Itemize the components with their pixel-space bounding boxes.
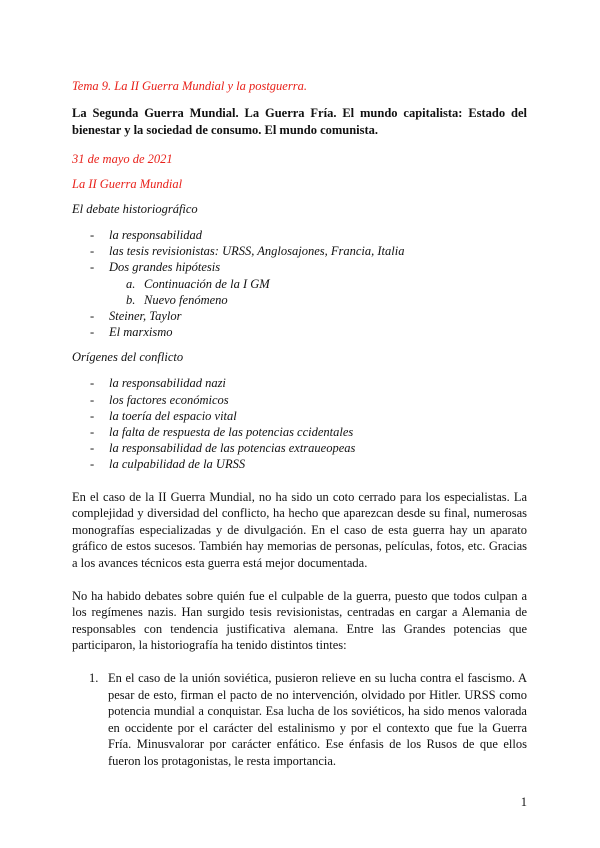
section-title: La II Guerra Mundial	[72, 177, 183, 191]
list-item: - la falta de respuesta de las potencias ccidentales	[72, 424, 527, 440]
list-item	[72, 670, 527, 770]
list-marker: b.	[126, 292, 136, 307]
date: 31 de mayo de 2021	[72, 152, 173, 166]
topic-title: Tema 9. La II Guerra Mundial y la postguerra.	[72, 79, 307, 93]
list-item: - la responsabilidad de las potencias extraueopeas	[72, 440, 527, 456]
list-item: - El marxismo	[72, 324, 527, 340]
origins-list	[72, 375, 527, 472]
list-item: - las tesis revisionistas: URSS, Anglosajones, Francia, Italia	[72, 243, 527, 259]
paragraph: En el caso de la II Guerra Mundial, no ha sido un coto cerrado para los especialistas. La complejidad y diversidad del conflicto, ha hecho que aparezcan desde su final, numerosas monografías especializadas y de divulgación. En el caso de esta guerra hay un aparato gráfico de estos sucesos. También hay memorias de personas, películas, fotos, etc. Gracias a los avances técnicos esta guerra está mejor documentada.	[72, 489, 527, 571]
list-item	[72, 276, 527, 292]
origins-heading: Orígenes del conflicto	[72, 350, 184, 365]
paragraph: No ha habido debates sobre quién fue el culpable de la guerra, puesto que todos culpan a los regímenes nazis. Han surgido tesis revisionistas, centradas en cargar a Alemania de responsables con tendencia justificativa alemana. Entre las Grandes potencias que participaron, la historiografía ha tenido distintos tintes:	[72, 588, 527, 653]
list-item	[72, 292, 527, 308]
list-item: - la responsabilidad	[72, 227, 527, 243]
numbered-list	[72, 670, 527, 770]
document-page	[72, 78, 527, 770]
list-item-text: Continuación de la I GM	[144, 276, 270, 291]
hypotheses-sublist	[72, 276, 527, 308]
debate-list-continued	[72, 308, 527, 340]
list-item: - Steiner, Taylor	[72, 308, 527, 324]
debate-list	[72, 227, 527, 276]
list-item: - la responsabilidad nazi	[72, 375, 527, 391]
subtitle: La Segunda Guerra Mundial. La Guerra Fría. El mundo capitalista: Estado del bienestar y la sociedad de consumo. El mundo comunista.	[72, 106, 527, 137]
list-marker: a.	[126, 276, 136, 291]
list-marker: 1.	[89, 670, 99, 685]
list-item: - la culpabilidad de la URSS	[72, 456, 527, 472]
page-number: 1	[520, 795, 527, 809]
list-item: - la toería del espacio vital	[72, 408, 527, 424]
list-item-text: En el caso de la unión soviética, pusieron relieve en su lucha contra el fascismo. A pesar de esto, firman el pacto de no intervención, olvidado por Hitler. URSS como potencia mundial a conquistar. Esa lucha de los soviéticos, ha sido menos valorada en occidente por el carácter del estalinismo y por el contexto que fue la Guerra Fría. Minusvalorar por carácter enfático. Ese énfasis de los Rusos de que ellos fueron los protagonistas, le resta importancia.	[108, 670, 527, 768]
debate-heading: El debate historiográfico	[72, 202, 198, 216]
list-item: - los factores económicos	[72, 392, 527, 408]
list-item-text: Nuevo fenómeno	[144, 292, 228, 307]
list-item: - Dos grandes hipótesis	[72, 259, 527, 275]
